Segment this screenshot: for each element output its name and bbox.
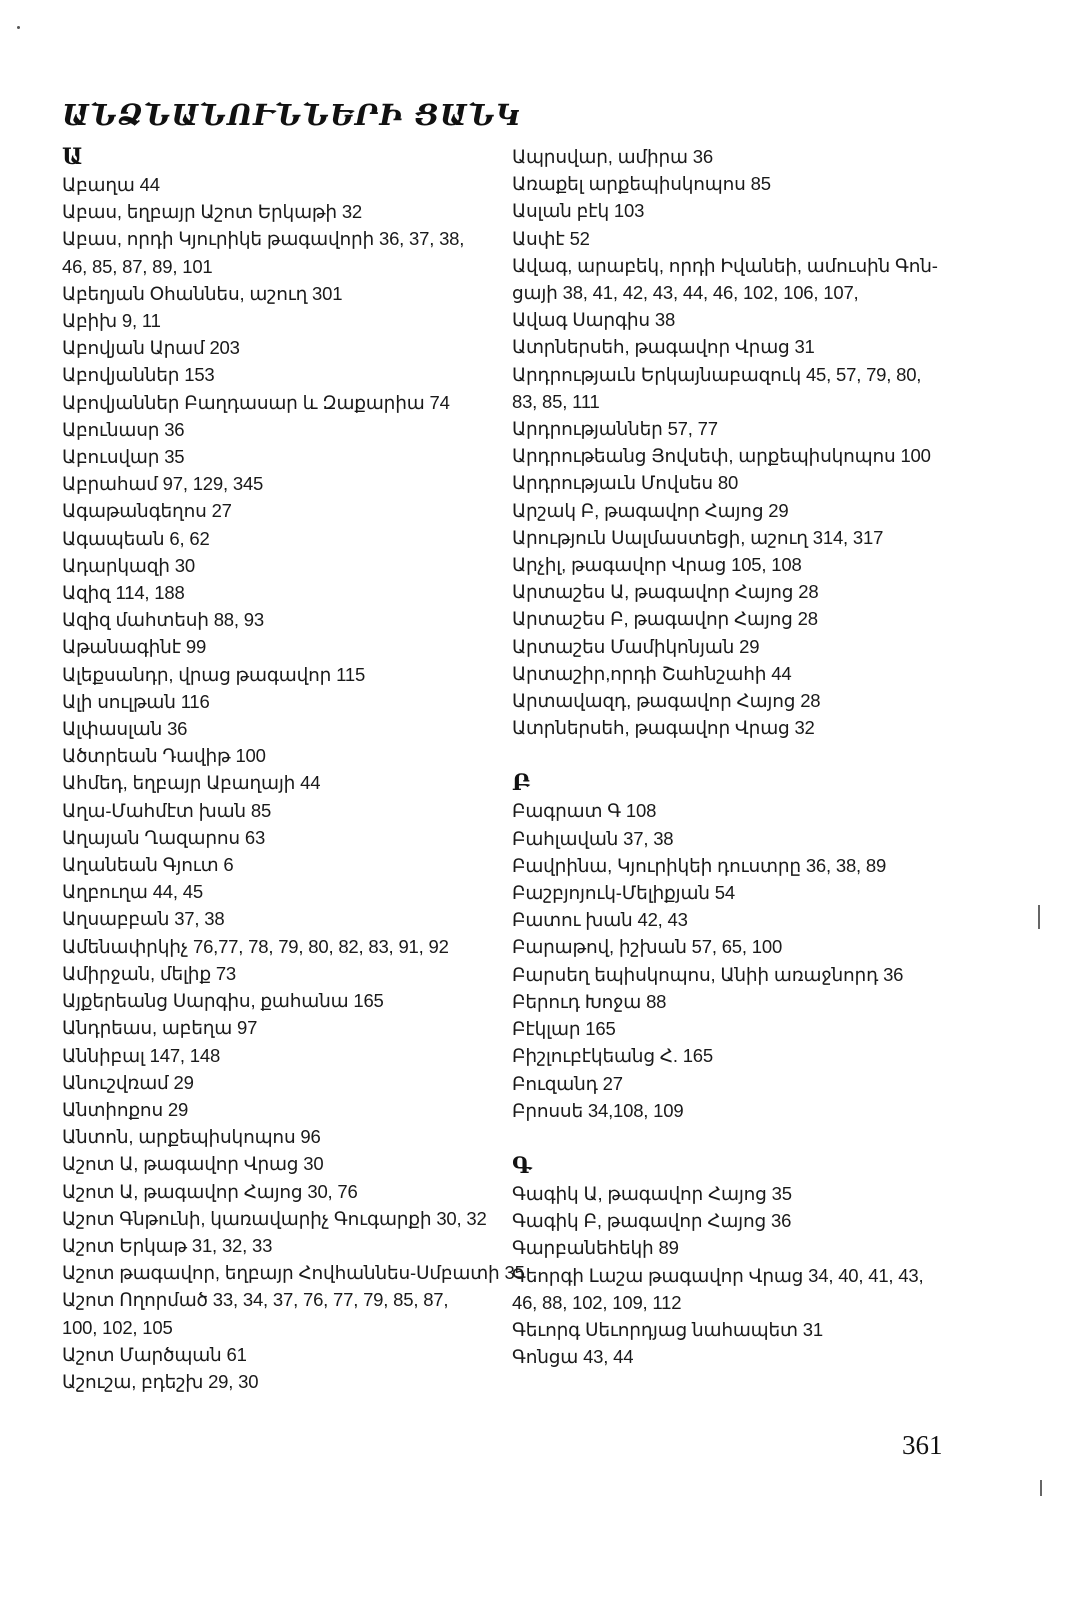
index-entry: Ամենափրկիչ 76,77, 78, 79, 80, 82, 83, 91, 92 — [62, 935, 449, 957]
index-entry: Արչիլ, թագավոր Վրաց 105, 108 — [512, 554, 802, 576]
index-entry: Ապրսվար, ամիրա 36 — [512, 146, 713, 167]
scan-edge-mark — [1038, 905, 1040, 929]
index-entry-continuation: ցայի 38, 41, 42, 43, 44, 46, 102, 106, 107, — [512, 282, 859, 304]
section-spacer — [512, 741, 962, 769]
index-entry: Աշոտ Գնթունի, կառավարիչ Գուգարքի 30, 32 — [62, 1207, 487, 1229]
index-entry: Արդրութեանց Յովսեփ, արքեպիսկոպոս 100 — [512, 445, 931, 467]
index-entry: Առաքել արքեպիսկոպոս 85 — [512, 173, 771, 195]
index-entry: Ավագ Սարգիս 38 — [512, 309, 676, 331]
index-entry: Անդրեաս, աբեղա 97 — [62, 1017, 258, 1039]
index-entry: Աբաս, եղբայր Աշոտ Երկաթի 32 — [62, 201, 363, 223]
page-title: ԱՆՁՆԱՆՈՒՆՆԵՐԻ ՑԱՆԿ — [62, 98, 522, 132]
index-entry: Ահմեդ, եղբայր Աբաղայի 44 — [62, 772, 321, 794]
page-number: 361 — [902, 1430, 943, 1460]
index-entry: Աբունասր 36 — [62, 418, 185, 440]
index-entry: Աբովյաններ Բաղդասար և Զաքարիա 74 — [62, 391, 450, 413]
index-entry: Աշոտ Ողորմած 33, 34, 37, 76, 77, 79, 85, 87, — [62, 1289, 449, 1311]
index-entry: Ամիրջան, մելիք 73 — [62, 962, 237, 984]
index-entry: Բատու խան 42, 43 — [512, 909, 688, 931]
index-entry: Արտաշես Ա, թագավոր Հայոց 28 — [512, 581, 819, 603]
index-entry: Ագապեան 6, 62 — [62, 527, 210, 549]
index-entry: Ագաթանգեղոս 27 — [62, 500, 232, 522]
index-entry: Աննիբալ 147, 148 — [62, 1044, 221, 1066]
index-entry: Բերուդ Խոջա 88 — [512, 990, 667, 1012]
index-entry: Աշոտ թագավոր, եղբայր Հովհաննես-Սմբատի 35 — [62, 1262, 525, 1284]
index-entry: Աբաղա 44 — [62, 174, 160, 195]
scan-edge-mark — [1040, 1480, 1042, 1496]
index-entry: Ալփասլան 36 — [62, 718, 188, 740]
index-entry: Գոնցա 43, 44 — [512, 1346, 634, 1368]
index-entry: Աշուշա, բդեշխ 29, 30 — [62, 1370, 259, 1392]
index-entry: Արդրությաններ 57, 77 — [512, 418, 718, 440]
index-entry: Բագրատ Գ 108 — [512, 800, 657, 822]
index-entry: Աղսաբբան 37, 38 — [62, 908, 225, 930]
section-letter: Գ — [512, 1152, 532, 1179]
index-entry: Արդրությաւն Երկայնաբազուկ 45, 57, 79, 80, — [512, 363, 922, 385]
index-entry: Ալի սուլթան 116 — [62, 690, 210, 712]
index-entry: Աթանագինէ 99 — [62, 636, 207, 658]
index-entry: Գեւորգ Սեւորդյաց նահապետ 31 — [512, 1318, 823, 1340]
index-entry: Բէկլար 165 — [512, 1018, 616, 1040]
index-entry: Անտոն, արքեպիսկոպոս 96 — [62, 1126, 321, 1148]
index-entry: Այքերեանց Սարգիս, քահանա 165 — [62, 990, 384, 1012]
index-entry: Աբովյան Արամ 203 — [62, 337, 240, 359]
index-entry: Արտաշես Բ, թագավոր Հայոց 28 — [512, 608, 818, 630]
index-entry-continuation: 100, 102, 105 — [62, 1316, 173, 1338]
index-entry: Ատրներսեհ, թագավոր Վրաց 32 — [512, 717, 815, 739]
index-entry: Ադարկազի 30 — [62, 554, 195, 576]
index-entry: Աշոտ Մարծպան 61 — [62, 1343, 247, 1365]
scan-speck — [17, 26, 20, 29]
index-entry: Ածտրեան Դավիթ 100 — [62, 745, 266, 767]
index-entry: Աղա-Մահմէտ խան 85 — [62, 799, 272, 821]
index-entry: Ասփէ 52 — [512, 227, 590, 249]
index-entry: Բրոսսե 34,108, 109 — [512, 1099, 684, 1121]
index-entry: Ազիզ մահտեսի 88, 93 — [62, 609, 264, 631]
index-entry: Աշոտ Ա, թագավոր Վրաց 30 — [62, 1153, 324, 1175]
index-entry: Աղբուղա 44, 45 — [62, 881, 203, 903]
index-entry: Աշոտ Ա, թագավոր Հայոց 30, 76 — [62, 1180, 358, 1202]
index-entry: Գեորգի Լաշա թագավոր Վրաց 34, 40, 41, 43, — [512, 1264, 924, 1286]
index-entry: Արդրությաւն Մովսես 80 — [512, 472, 739, 494]
index-entry: Աբրահամ 97, 129, 345 — [62, 473, 264, 495]
section-letter: Բ — [512, 770, 531, 797]
index-entry: Գագիկ Ա, թագավոր Հայոց 35 — [512, 1182, 792, 1204]
index-entry: Ատրներսեհ, թագավոր Վրաց 31 — [512, 336, 815, 358]
index-entry: Աբիխ 9, 11 — [62, 310, 161, 332]
index-entry: Ալեքսանդր, վրաց թագավոր 115 — [62, 663, 366, 685]
index-entry: Բաշբյոյուկ-Մելիքյան 54 — [512, 882, 735, 904]
index-column-right — [512, 143, 962, 1370]
index-entry: Արտաշես Մամիկոնյան 29 — [512, 635, 760, 657]
index-entry-continuation: 46, 88, 102, 109, 112 — [512, 1291, 682, 1313]
index-entry: Աբուսվար 35 — [62, 446, 185, 468]
index-entry: Բարսեղ եպիսկոպոս, Անիի առաջնորդ 36 — [512, 963, 904, 985]
index-entry: Աշոտ Երկաթ 31, 32, 33 — [62, 1234, 273, 1256]
index-entry: Ավագ, արաբեկ, որդի Իվանեի, ամուսին Գոն- — [512, 254, 938, 276]
index-entry: Աղանեան Գյուտ 6 — [62, 854, 234, 876]
index-entry: Ազիզ 114, 188 — [62, 582, 185, 604]
index-column-left — [62, 143, 525, 1395]
index-entry: Գարբանեհեկի 89 — [512, 1237, 679, 1259]
index-entry: Արություն Սալմաստեցի, աշուղ 314, 317 — [512, 526, 884, 548]
index-entry: Գագիկ Բ, թագավոր Հայոց 36 — [512, 1210, 792, 1232]
index-entry: Բուզանդ 27 — [512, 1072, 623, 1094]
index-entry: Բահլավան 37, 38 — [512, 827, 674, 849]
index-entry: Աբեղյան Օհաննես, աշուղ 301 — [62, 282, 343, 304]
index-entry-continuation: 83, 85, 111 — [512, 390, 600, 412]
index-entry: Ասլան բէկ 103 — [512, 200, 645, 222]
section-letter: Ա — [62, 144, 83, 170]
index-entry: Բավրինա, Կյուրիկեի դուստրը 36, 38, 89 — [512, 854, 887, 876]
index-entry: Աբաս, որդի Կյուրիկե թագավորի 36, 37, 38, — [62, 228, 465, 250]
index-entry: Արշակ Բ, թագավոր Հայոց 29 — [512, 499, 789, 521]
index-entry: Արտաշիր,որդի Շահնշահի 44 — [512, 662, 792, 684]
index-entry-continuation: 46, 85, 87, 89, 101 — [62, 255, 213, 277]
index-entry: Աբովյաններ 153 — [62, 364, 215, 386]
index-entry: Բիշլուբէկեանց Հ. 165 — [512, 1045, 713, 1067]
index-entry: Բարաթով, իշխան 57, 65, 100 — [512, 936, 783, 958]
index-entry: Անուշվռամ 29 — [62, 1071, 194, 1093]
section-spacer — [512, 1124, 962, 1152]
index-entry: Անտիոքոս 29 — [62, 1098, 189, 1120]
index-entry: Աղայան Ղազարոս 63 — [62, 826, 266, 848]
index-entry: Արտավազդ, թագավոր Հայոց 28 — [512, 690, 821, 712]
